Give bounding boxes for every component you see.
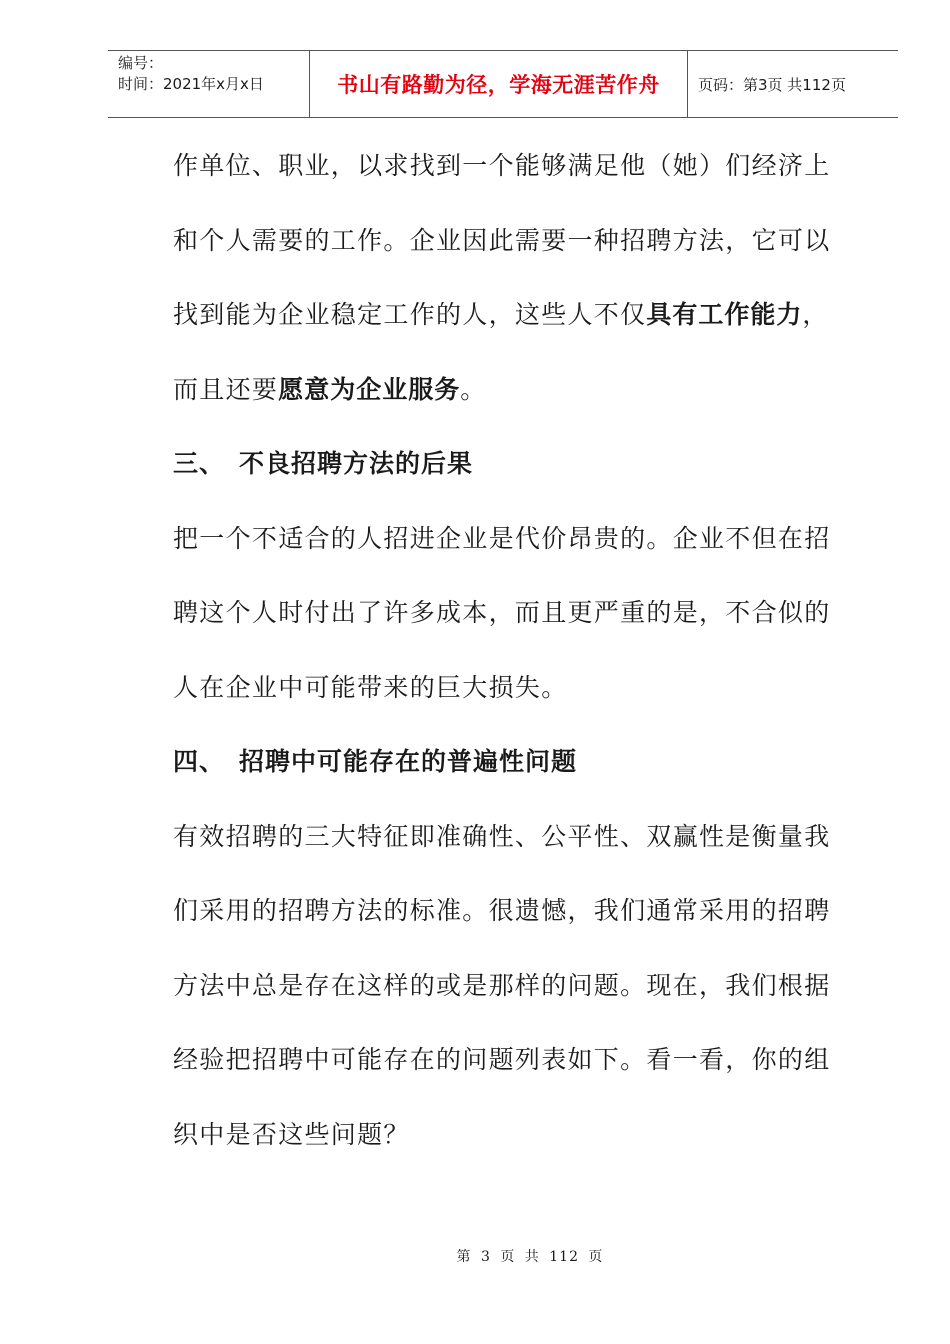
section-heading-3 bbox=[173, 438, 838, 513]
body-line: 人在企业中可能带来的巨大损失。 bbox=[173, 672, 568, 702]
section-title: 不良招聘方法的后果 bbox=[239, 449, 474, 478]
header-motto-cell bbox=[310, 51, 688, 117]
section-number: 三、 bbox=[173, 449, 226, 478]
body-text: 找到能为企业稳定工作的人，这些人不仅 bbox=[173, 300, 647, 329]
document-number-label: 编号： bbox=[118, 54, 164, 72]
document-date-label: 时间：2021年x月x日 bbox=[118, 75, 264, 93]
header-page-cell bbox=[688, 51, 898, 117]
body-line: 作单位、职业，以求找到一个能够满足他（她）们经济上 bbox=[173, 151, 831, 180]
section-title: 招聘中可能存在的普遍性问题 bbox=[239, 747, 578, 776]
body-line: 聘这个人时付出了许多成本，而且更严重的是，不合似的 bbox=[173, 598, 831, 627]
body-text: 而且还要 bbox=[173, 374, 279, 404]
body-line: 方法中总是存在这样的或是那样的问题。现在，我们根据 bbox=[173, 970, 831, 1000]
page-footer bbox=[0, 1246, 950, 1266]
body-line: 和个人需要的工作。企业因此需要一种招聘方法，它可以 bbox=[173, 225, 831, 255]
body-text: 。 bbox=[460, 374, 487, 404]
bold-phrase: 具有工作能力 bbox=[646, 300, 803, 329]
bold-phrase: 愿意为企业服务 bbox=[278, 374, 461, 404]
body-line bbox=[173, 364, 838, 439]
document-body bbox=[173, 140, 838, 1183]
body-line: 经验把招聘中可能存在的问题列表如下。看一看，你的组 bbox=[173, 1045, 831, 1074]
body-line: 有效招聘的三大特征即准确性、公平性、双赢性是衡量我 bbox=[173, 821, 831, 851]
section-heading-4 bbox=[173, 736, 838, 811]
body-line: 们采用的招聘方法的标准。很遗憾，我们通常采用的招聘 bbox=[173, 896, 831, 925]
body-line bbox=[173, 289, 838, 364]
header-meta-cell bbox=[108, 51, 310, 117]
body-line: 织中是否这些问题？ bbox=[173, 1119, 410, 1149]
section-number: 四、 bbox=[173, 747, 226, 776]
page-header bbox=[108, 50, 898, 118]
body-text: ， bbox=[802, 300, 829, 329]
footer-page-number: 第 3 页 共 112 页 bbox=[456, 1249, 604, 1265]
body-line: 把一个不适合的人招进企业是代价昂贵的。企业不但在招 bbox=[173, 523, 831, 553]
header-page-info: 页码：第3页 共112页 bbox=[698, 75, 846, 94]
header-motto: 书山有路勤为径，学海无涯苦作舟 bbox=[337, 73, 660, 97]
